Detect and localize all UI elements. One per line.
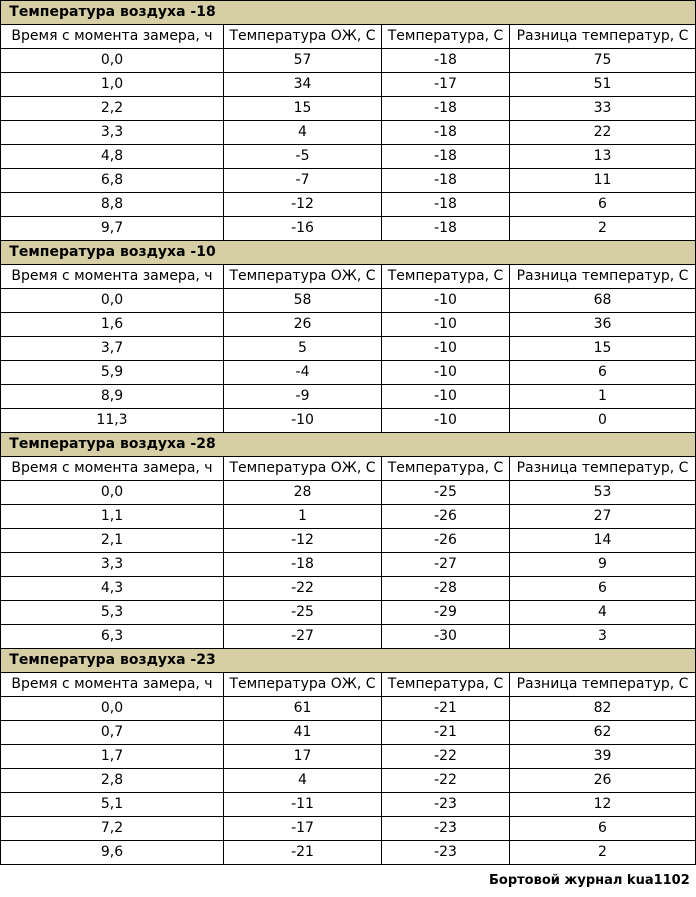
table-cell: 1,7 — [1, 745, 224, 769]
table-cell: 41 — [224, 721, 382, 745]
table-cell: -21 — [382, 721, 510, 745]
table-cell: -12 — [224, 529, 382, 553]
table-cell: -29 — [382, 601, 510, 625]
table-cell: -23 — [382, 841, 510, 865]
table-cell: 17 — [224, 745, 382, 769]
column-header: Время с момента замера, ч — [1, 673, 224, 697]
table-cell: 5,9 — [1, 361, 224, 385]
table-cell: 1,0 — [1, 73, 224, 97]
table-cell: 5 — [224, 337, 382, 361]
table-row — [1, 529, 696, 553]
table-cell: 0,7 — [1, 721, 224, 745]
table-cell: -16 — [224, 217, 382, 241]
table-cell: -18 — [382, 217, 510, 241]
table-cell: 4 — [224, 121, 382, 145]
table-cell: 5,3 — [1, 601, 224, 625]
table-cell: 1,6 — [1, 313, 224, 337]
column-header: Время с момента замера, ч — [1, 25, 224, 49]
table-cell: -25 — [224, 601, 382, 625]
table-cell: 3,3 — [1, 121, 224, 145]
section-title-row — [1, 241, 696, 265]
table-cell: -9 — [224, 385, 382, 409]
table-row — [1, 769, 696, 793]
table-row — [1, 625, 696, 649]
table-cell: -18 — [224, 553, 382, 577]
table-cell: -17 — [382, 73, 510, 97]
table-cell: 7,2 — [1, 817, 224, 841]
table-cell: -22 — [224, 577, 382, 601]
table-cell: 62 — [510, 721, 696, 745]
table-cell: 26 — [510, 769, 696, 793]
table-cell: -10 — [224, 409, 382, 433]
table-cell: 2,1 — [1, 529, 224, 553]
table-cell: 0,0 — [1, 697, 224, 721]
section-title-row — [1, 649, 696, 673]
table-cell: 9,6 — [1, 841, 224, 865]
table-cell: 36 — [510, 313, 696, 337]
table-cell: 4 — [510, 601, 696, 625]
table-cell: 4,3 — [1, 577, 224, 601]
footer-caption: Бортовой журнал kua1102 — [489, 873, 690, 888]
table-cell: 11 — [510, 169, 696, 193]
section-title-cell — [1, 649, 696, 673]
table-cell: 3 — [510, 625, 696, 649]
table-cell: -18 — [382, 145, 510, 169]
table-cell: 12 — [510, 793, 696, 817]
table-cell: 6 — [510, 817, 696, 841]
table-cell: 0,0 — [1, 49, 224, 73]
column-header: Температура ОЖ, С — [224, 265, 382, 289]
section-title: Температура воздуха -28 — [9, 436, 216, 452]
table-row — [1, 721, 696, 745]
table-row — [1, 553, 696, 577]
table-cell: 27 — [510, 505, 696, 529]
column-header: Разница температур, С — [510, 457, 696, 481]
table-row — [1, 481, 696, 505]
table-cell: -21 — [224, 841, 382, 865]
table-cell: -26 — [382, 505, 510, 529]
table-cell: 75 — [510, 49, 696, 73]
table-cell: 2,8 — [1, 769, 224, 793]
table-row — [1, 505, 696, 529]
table-cell: 57 — [224, 49, 382, 73]
table-cell: -22 — [382, 745, 510, 769]
section-title-cell — [1, 433, 696, 457]
table-row — [1, 817, 696, 841]
table-cell: 4,8 — [1, 145, 224, 169]
table-cell: -17 — [224, 817, 382, 841]
table-row — [1, 361, 696, 385]
table-cell: -21 — [382, 697, 510, 721]
table-cell: -23 — [382, 817, 510, 841]
table-cell: 8,9 — [1, 385, 224, 409]
table-cell: -25 — [382, 481, 510, 505]
table-cell: 2 — [510, 841, 696, 865]
table-cell: -28 — [382, 577, 510, 601]
table-cell: -12 — [224, 193, 382, 217]
table-row — [1, 145, 696, 169]
table-cell: 53 — [510, 481, 696, 505]
table-cell: 13 — [510, 145, 696, 169]
table-cell: -22 — [382, 769, 510, 793]
table-cell: 51 — [510, 73, 696, 97]
table-cell: 3,3 — [1, 553, 224, 577]
column-header: Температура, С — [382, 457, 510, 481]
table-cell: 1 — [510, 385, 696, 409]
table-cell: -10 — [382, 385, 510, 409]
table-row — [1, 49, 696, 73]
table-row — [1, 409, 696, 433]
column-header: Температура ОЖ, С — [224, 457, 382, 481]
column-header: Температура, С — [382, 673, 510, 697]
table-cell: 6 — [510, 361, 696, 385]
section-title-cell — [1, 241, 696, 265]
table-row — [1, 217, 696, 241]
table-cell: -18 — [382, 121, 510, 145]
table-row — [1, 73, 696, 97]
column-header: Разница температур, С — [510, 265, 696, 289]
table-row — [1, 793, 696, 817]
table-cell: 6,8 — [1, 169, 224, 193]
table-cell: 3,7 — [1, 337, 224, 361]
table-cell: -10 — [382, 337, 510, 361]
measurement-table-body — [1, 1, 696, 865]
column-header: Температура, С — [382, 25, 510, 49]
table-cell: -4 — [224, 361, 382, 385]
table-cell: 6,3 — [1, 625, 224, 649]
section-title: Температура воздуха -23 — [9, 652, 216, 668]
table-cell: -18 — [382, 193, 510, 217]
column-header-row — [1, 673, 696, 697]
table-cell: 26 — [224, 313, 382, 337]
table-row — [1, 337, 696, 361]
table-cell: -18 — [382, 97, 510, 121]
table-cell: 6 — [510, 193, 696, 217]
table-cell: -11 — [224, 793, 382, 817]
table-cell: -30 — [382, 625, 510, 649]
table-cell: 6 — [510, 577, 696, 601]
table-cell: 0,0 — [1, 481, 224, 505]
column-header: Температура, С — [382, 265, 510, 289]
column-header: Время с момента замера, ч — [1, 457, 224, 481]
table-row — [1, 97, 696, 121]
table-row — [1, 697, 696, 721]
table-cell: 82 — [510, 697, 696, 721]
section-title: Температура воздуха -18 — [9, 4, 216, 20]
table-cell: -18 — [382, 169, 510, 193]
table-cell: -10 — [382, 361, 510, 385]
table-cell: 61 — [224, 697, 382, 721]
table-cell: 22 — [510, 121, 696, 145]
section-title-row — [1, 433, 696, 457]
table-row — [1, 169, 696, 193]
column-header: Разница температур, С — [510, 673, 696, 697]
table-cell: -18 — [382, 49, 510, 73]
table-cell: 15 — [510, 337, 696, 361]
table-cell: 1,1 — [1, 505, 224, 529]
table-cell: -26 — [382, 529, 510, 553]
column-header-row — [1, 25, 696, 49]
table-cell: -5 — [224, 145, 382, 169]
table-cell: 68 — [510, 289, 696, 313]
table-cell: -27 — [224, 625, 382, 649]
column-header-row — [1, 265, 696, 289]
table-cell: 5,1 — [1, 793, 224, 817]
table-cell: 8,8 — [1, 193, 224, 217]
table-row — [1, 289, 696, 313]
table-cell: 4 — [224, 769, 382, 793]
table-cell: 0 — [510, 409, 696, 433]
table-cell: 9 — [510, 553, 696, 577]
section-title-row — [1, 1, 696, 25]
table-row — [1, 193, 696, 217]
table-row — [1, 577, 696, 601]
table-cell: 15 — [224, 97, 382, 121]
column-header: Разница температур, С — [510, 25, 696, 49]
table-cell: -27 — [382, 553, 510, 577]
table-cell: 2 — [510, 217, 696, 241]
table-cell: -7 — [224, 169, 382, 193]
table-cell: -23 — [382, 793, 510, 817]
table-cell: 11,3 — [1, 409, 224, 433]
section-title: Температура воздуха -10 — [9, 244, 216, 260]
table-row — [1, 841, 696, 865]
table-cell: 28 — [224, 481, 382, 505]
column-header: Температура ОЖ, С — [224, 673, 382, 697]
table-cell: 1 — [224, 505, 382, 529]
table-cell: 34 — [224, 73, 382, 97]
table-row — [1, 385, 696, 409]
table-cell: 14 — [510, 529, 696, 553]
table-cell: -10 — [382, 313, 510, 337]
table-row — [1, 601, 696, 625]
table-row — [1, 313, 696, 337]
table-cell: 33 — [510, 97, 696, 121]
table-cell: 9,7 — [1, 217, 224, 241]
table-cell: -10 — [382, 409, 510, 433]
table-cell: -10 — [382, 289, 510, 313]
column-header: Время с момента замера, ч — [1, 265, 224, 289]
table-cell: 0,0 — [1, 289, 224, 313]
column-header-row — [1, 457, 696, 481]
column-header: Температура ОЖ, С — [224, 25, 382, 49]
table-cell: 2,2 — [1, 97, 224, 121]
table-cell: 58 — [224, 289, 382, 313]
table-row — [1, 745, 696, 769]
table-row — [1, 121, 696, 145]
section-title-cell — [1, 1, 696, 25]
table-cell: 39 — [510, 745, 696, 769]
